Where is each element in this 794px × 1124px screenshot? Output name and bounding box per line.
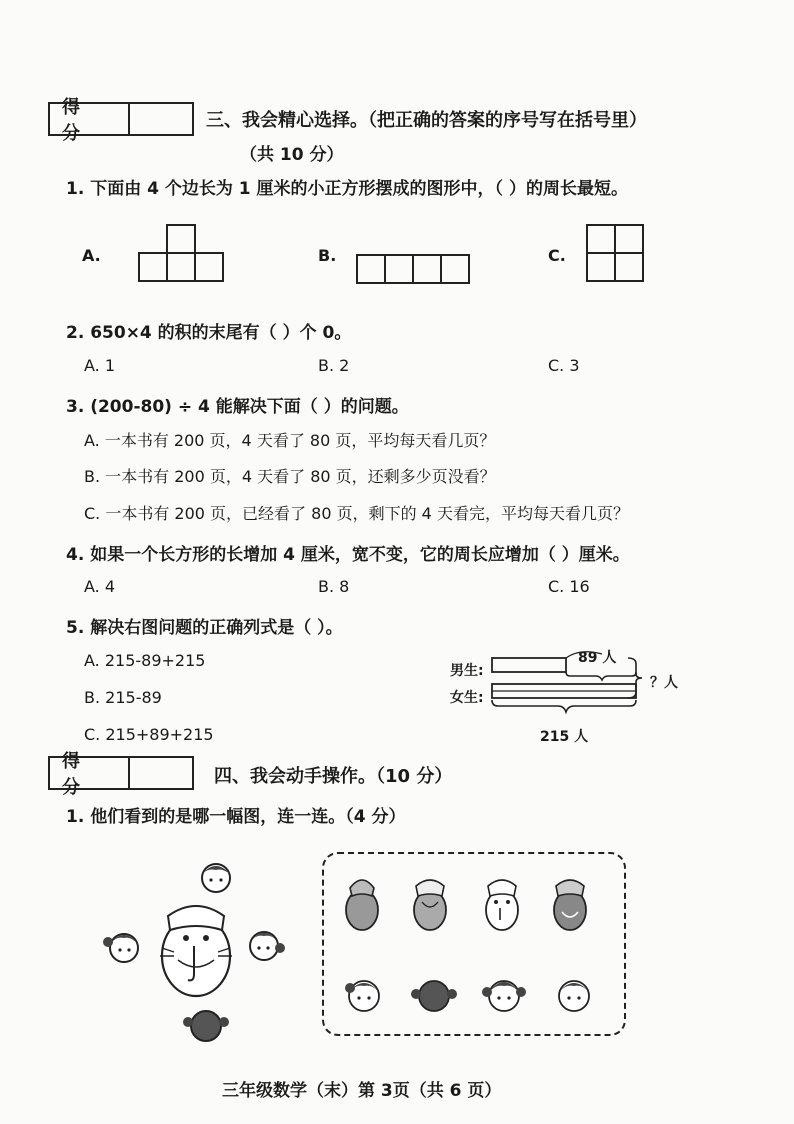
child-option-3-icon [482, 981, 526, 1011]
q1-stem: 1. 下面由 4 个边长为 1 厘米的小正方形摆成的图形中，（ ）的周长最短。 [66, 179, 628, 199]
score-box-section4 [48, 751, 194, 798]
toy-body-icon [160, 906, 232, 996]
q5-option-a: A. 215-89+215 [84, 651, 206, 670]
child-option-1-icon [345, 981, 379, 1011]
child-option-4-icon [559, 981, 589, 1011]
score-label: 得 分 [50, 758, 130, 788]
q4-option-b: B. 8 [318, 577, 350, 596]
q2-option-b: B. 2 [318, 356, 350, 375]
q3-stem: 3. (200-80) ÷ 4 能解决下面（ ）的问题。 [66, 397, 409, 417]
score-label: 得 分 [50, 104, 130, 134]
girls-label: 女生: [450, 690, 484, 706]
section3-title: 三、我会精心选择。（把正确的答案的序号写在括号里） [206, 110, 647, 131]
q5-option-c: C. 215+89+215 [84, 725, 214, 744]
q1-option-a-label: A. [82, 246, 101, 265]
child-top-icon [202, 864, 230, 892]
section3-points: （共 10 分） [240, 145, 344, 165]
section4-q1-stem: 1. 他们看到的是哪一幅图，连一连。（4 分） [66, 807, 406, 827]
score-box-section3 [48, 97, 194, 144]
score-blank[interactable] [130, 104, 192, 134]
q5-option-b: B. 215-89 [84, 688, 162, 707]
q3-option-b: B. 一本书有 200 页，4 天看了 80 页，还剩多少页没看？ [84, 467, 496, 486]
q4-stem: 4. 如果一个长方形的长增加 4 厘米，宽不变，它的周长应增加（ ）厘米。 [66, 545, 630, 565]
toy-view-4-icon [554, 880, 586, 930]
views-options-illustration [330, 862, 616, 1028]
child-option-2-icon [411, 981, 457, 1011]
section4-title: 四、我会动手操作。（10 分） [214, 766, 453, 787]
child-right-icon [250, 932, 285, 960]
girls-count-label: 215 人 [540, 729, 589, 745]
q2-stem: 2. 650×4 的积的末尾有（ ）个 0。 [66, 323, 352, 343]
q3-option-c: C. 一本书有 200 页，已经看了 80 页，剩下的 4 天看完，平均每天看几页？ [84, 504, 629, 523]
diff-label: 89 人 [578, 650, 617, 666]
q1-option-c-label: C. [548, 246, 566, 265]
segment-diagram-graphic [480, 650, 650, 730]
child-left-icon [103, 934, 138, 962]
score-blank[interactable] [130, 758, 192, 788]
toy-with-children-illustration [96, 856, 296, 1056]
q5-stem: 5. 解决右图问题的正确列式是（ ）。 [66, 618, 343, 638]
q2-option-c: C. 3 [548, 356, 580, 375]
total-label: ？人 [650, 675, 678, 691]
q4-option-c: C. 16 [548, 577, 590, 596]
q1-option-b-label: B. [318, 246, 337, 265]
q4-option-a: A. 4 [84, 577, 116, 596]
q3-option-a: A. 一本书有 200 页，4 天看了 80 页，平均每天看几页？ [84, 431, 496, 450]
toy-view-1-icon [346, 880, 378, 930]
toy-view-3-icon [486, 880, 518, 930]
child-bottom-icon [183, 1011, 229, 1041]
page-footer: 三年级数学（末）第 3页（共 6 页） [222, 1081, 502, 1101]
boys-label: 男生: [450, 663, 484, 679]
toy-view-2-icon [414, 880, 446, 930]
q2-option-a: A. 1 [84, 356, 116, 375]
